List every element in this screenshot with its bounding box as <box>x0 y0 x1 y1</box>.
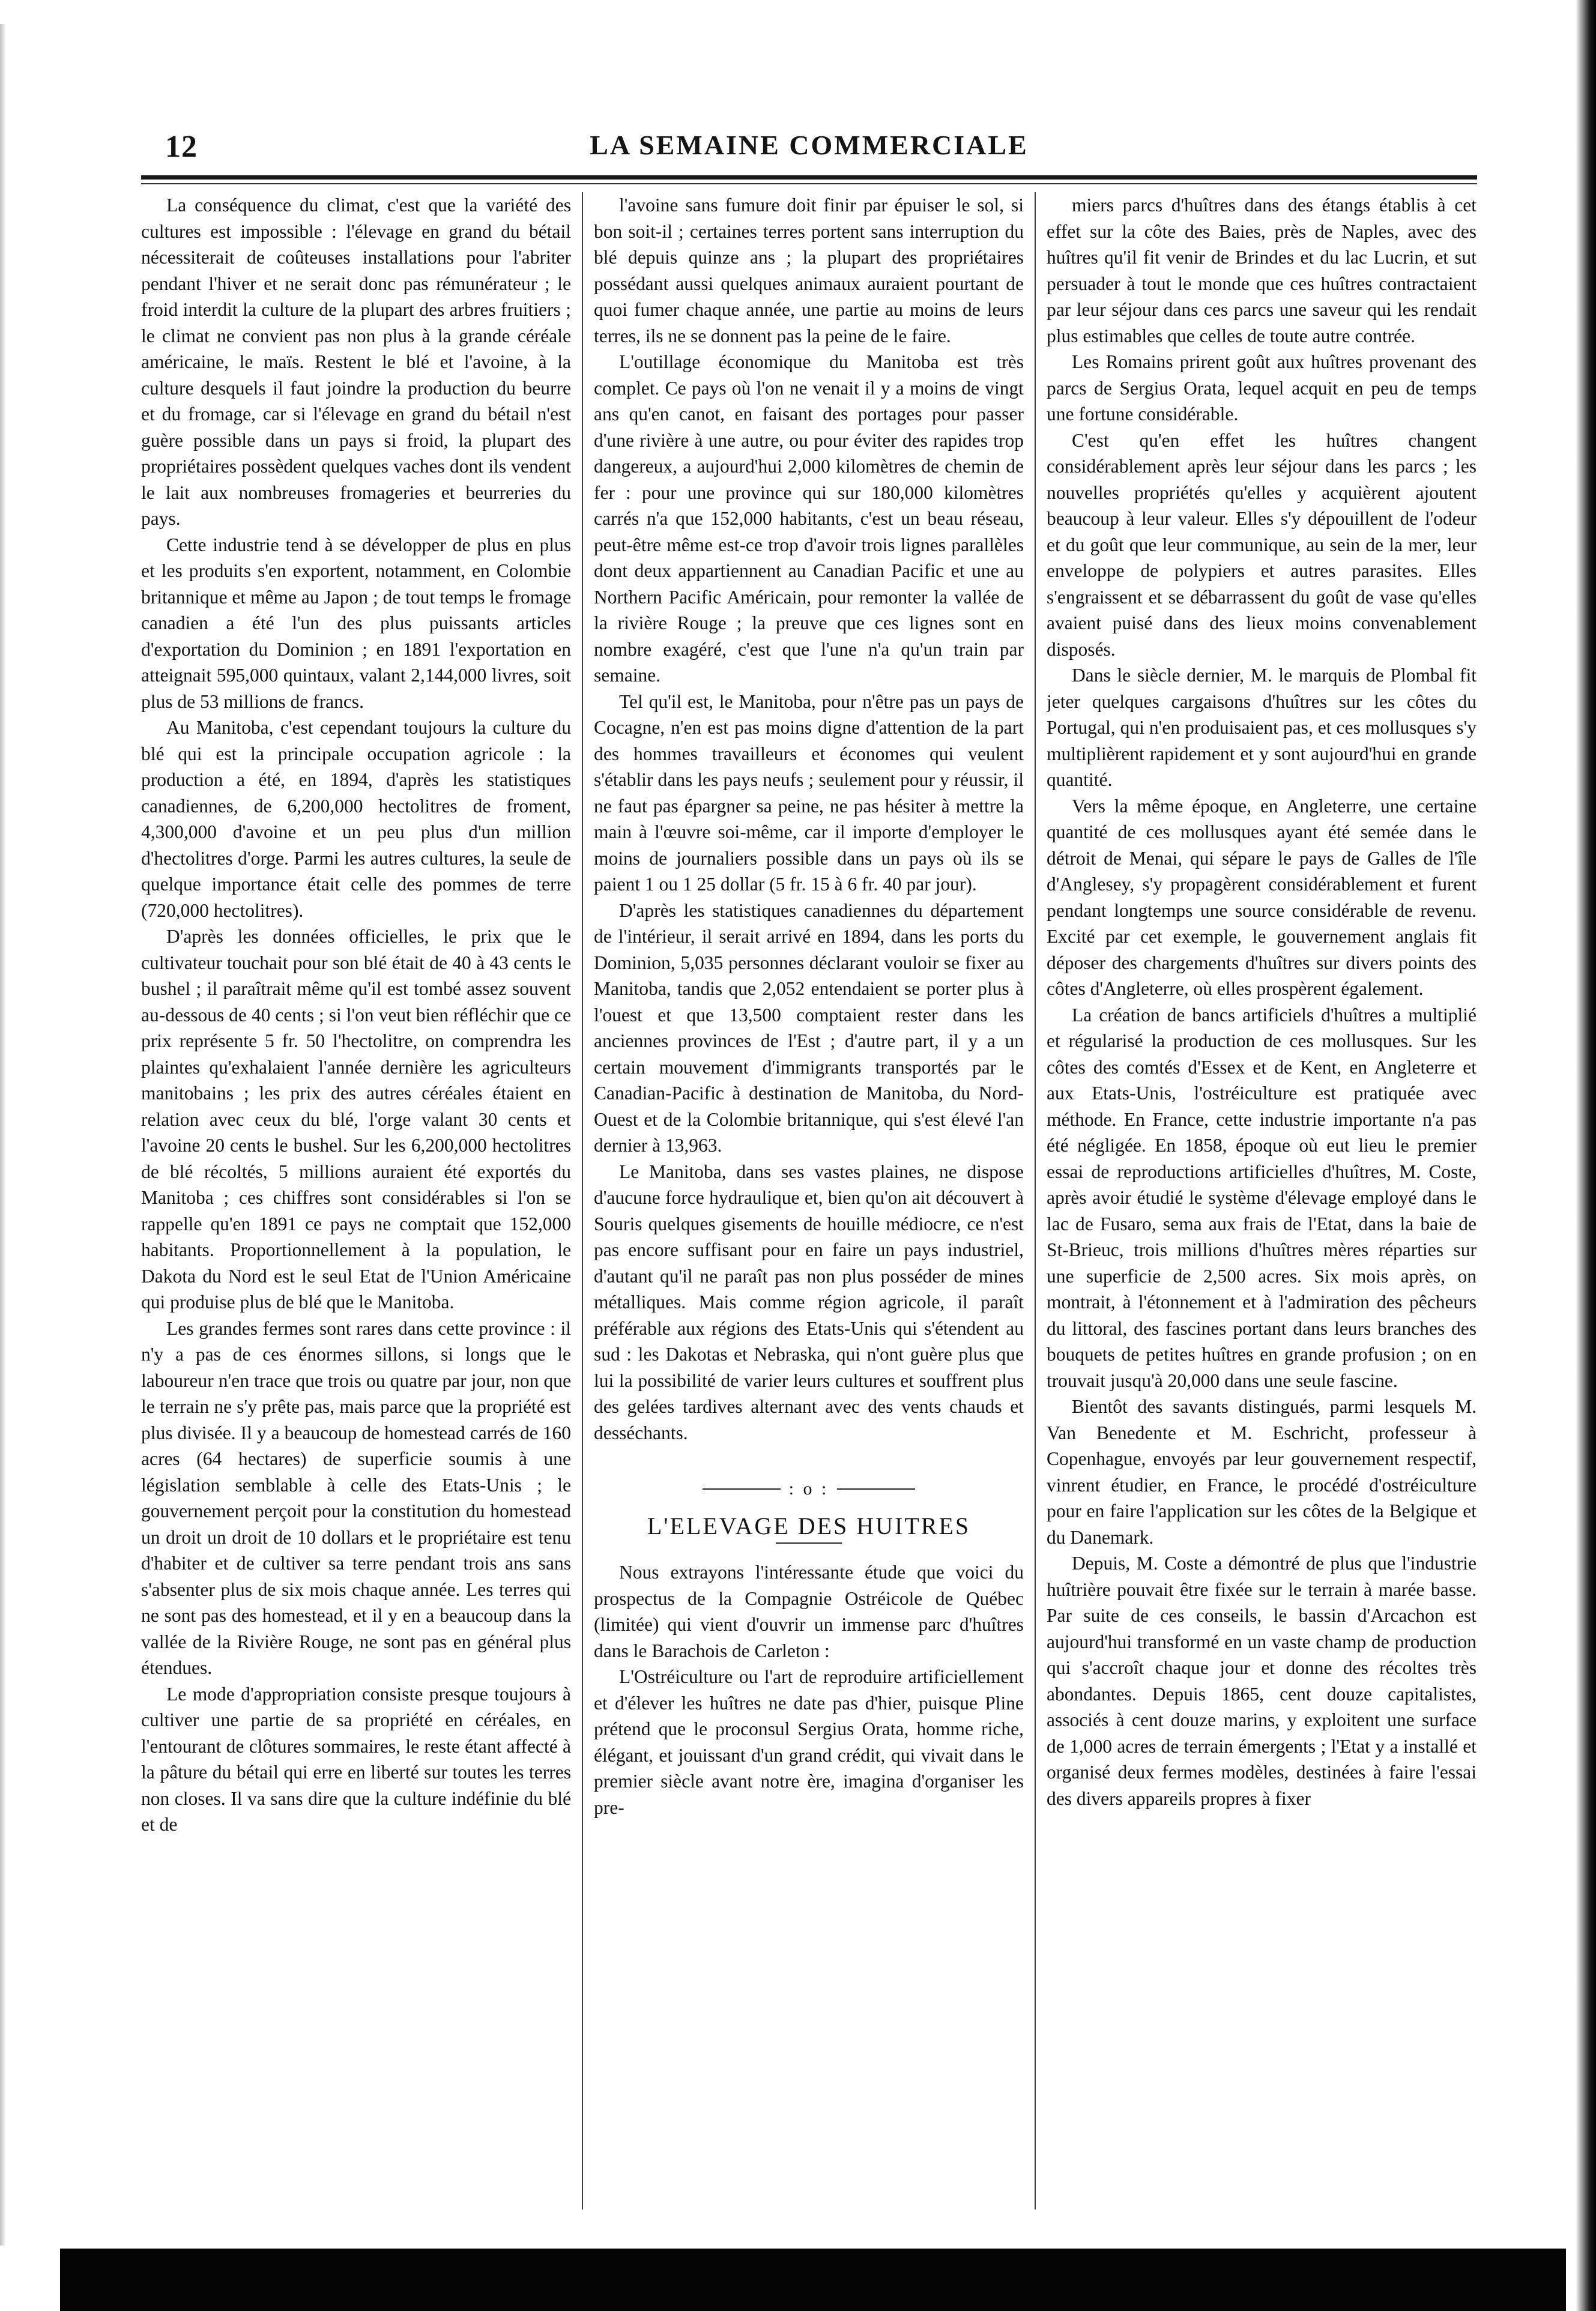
paragraph: L'outillage économique du Manitoba est très complet. Ce pays où l'on ne venait il y a moins de vingt ans qu'en canot, en faisant des portages pour passer d'une rivière à une autre, ou pour éviter des rapides trop dangereux, a aujourd'hui 2,000 kilomètres de chemin de fer : pour une province qui sur 180,000 kilomètres carrés n'a que 152,000 habitants, c'est un beau réseau, peut-être même est-ce trop d'avoir trois lignes parallèles dont deux appartiennent au Canadian Pacific et une au Northern Pacific Américain, pour remonter la vallée de la rivière Rouge ; la preuve que ces lignes sont en nombre exagéré, c'est que l'une n'a qu'un train par semaine. <box>594 351 1024 686</box>
paragraph: Les grandes fermes sont rares dans cette province : il n'y a pas de ces énormes sillons, si longs que le laboureur n'en trace que trois ou quatre par jour, non que le terrain ne s'y prête pas, mais parce que la propriété est plus divisée. Il y a beaucoup de homestead carrés de 160 acres (64 hectares) de superficie soumis à une législation semblable à celle des Etats-Unis ; le gouvernement perçoit pour la constitution du homestead un droit un droit de 10 dollars et le propriétaire est tenu d'habiter et de cultiver sa terre pendant trois ans sans s'absenter plus de six mois chaque année. Les terres qui ne sont pas des homestead, et il y en a beaucoup dans la vallée de la Rivière Rouge, ne sont pas en général plus étendues. <box>141 1317 571 1678</box>
column-divider <box>582 192 583 2210</box>
page-header <box>141 129 1477 171</box>
paragraph: Cette industrie tend à se développer de plus en plus et les produits s'en exportent, notamment, en Colombie britannique et même au Japon ; de tout temps le fromage canadien a été l'un des plus puissants articles d'exportation du Dominion ; en 1891 l'exportation en atteignait 595,000 quintaux, valant 2,144,000 livres, soit plus de 53 millions de francs. <box>141 534 571 712</box>
section-ornament <box>594 1476 1024 1502</box>
paragraph: Dans le siècle dernier, M. le marquis de Plombal fit jeter quelques cargaisons d'huîtres sur les côtes du Portugal, qui n'en produisaient pas, et ces mollusques s'y multiplièrent rapidement et y sont aujourd'hui en grande quantité. <box>1047 665 1477 790</box>
column-3 <box>1047 192 1477 2234</box>
paragraph: Bientôt des savants distingués, parmi lesquels M. Van Benedente et M. Eschricht, professeur à Copenhague, envoyés par leur gouvernement respectif, vinrent étudier, en France, le procédé d'ostréiculture pour en faire l'application sur les côtes de la Belgique et du Danemark. <box>1047 1396 1477 1548</box>
paragraph: miers parcs d'huîtres dans des étangs établis à cet effet sur la côte des Baies, près de Naples, avec des huîtres qu'il fit venir de Brindes et du lac Lucrin, et sut persuader à tout le monde que ces huîtres contractaient par leur séjour dans ces parcs une saveur qui les rendait plus estimables que celles de toute autre contrée. <box>1047 195 1477 346</box>
column-2 <box>594 192 1024 2234</box>
ornament-line-right <box>837 1488 915 1490</box>
column-divider <box>1035 192 1036 2210</box>
article-columns <box>141 192 1477 2234</box>
header-rule <box>141 175 1477 180</box>
paragraph: D'après les données officielles, le prix que le cultivateur touchait pour son blé était de 40 à 43 cents le bushel ; il paraîtrait même qu'il est tombé assez souvent au-dessous de 40 cents ; si l'on veut bien réfléchir que ce prix représente 5 fr. 50 l'hectolitre, on comprendra les plaintes qu'exhalaient l'année dernière les agriculteurs manitobains ; les prix des autres céréales étaient en relation avec ceux du blé, l'orge valant 30 cents et l'avoine 20 cents le bushel. Sur les 6,200,000 hectolitres de blé récoltés, 5 millions auraient été exportés du Manitoba ; ces chiffres sont considérables si l'on se rappelle qu'en 1891 ce pays ne comptait que 152,000 habitants. Proportionnellement à la population, le Dakota du Nord est le seul Etat de l'Union Américaine qui produise plus de blé que le Manitoba. <box>141 926 571 1313</box>
paragraph: L'Ostréiculture ou l'art de reproduire artificiellement et d'élever les huîtres ne date pas d'hier, puisque Pline prétend que le proconsul Sergius Orata, homme riche, élégant, et jouissant d'un grand crédit, qui vivait dans le premier siècle avant notre ère, imagina d'organiser les pre- <box>594 1666 1024 1818</box>
paragraph: Au Manitoba, c'est cependant toujours la culture du blé qui est la principale occupation agricole : la production a été, en 1894, d'après les statistiques canadiennes, de 6,200,000 hectolitres de froment, 4,300,000 d'avoine et un peu plus d'un million d'hectolitres d'orge. Parmi les autres cultures, la seule de quelque importance était celle des pommes de terre (720,000 hectolitres). <box>141 717 571 921</box>
paragraph: Les Romains prirent goût aux huîtres provenant des parcs de Sergius Orata, lequel acquit en peu de temps une fortune considérable. <box>1047 351 1477 424</box>
scan-edge-left <box>0 24 6 2246</box>
paragraph: La création de bancs artificiels d'huîtres a multiplié et régularisé la production de ces mollusques. Sur les côtes des comtés d'Essex et de Kent, en Angleterre et aux Etats-Unis, l'ostréiculture est pratiquée avec méthode. En France, cette industrie importante n'a pas été négligée. En 1858, époque où eut lieu le premier essai de reproductions artificielles d'huîtres, M. Coste, après avoir étudié le système d'élevage employé dans le lac de Fusaro, sema aux frais de l'Etat, dans la baie de St-Brieuc, trois millions d'huîtres mères réparties sur une superficie de 2,500 acres. Six mois après, on montrait, à l'étonnement et à l'admiration des pêcheurs du littoral, des fascines portant dans leurs branches des bouquets de petites huîtres en grande profusion ; on en trouvait jusqu'à 20,000 dans une seule fascine. <box>1047 1004 1477 1391</box>
paragraph: Vers la même époque, en Angleterre, une certaine quantité de ces mollusques ayant été semée dans le détroit de Menai, qui sépare le pays de Galles de l'île d'Anglesey, s'y propagèrent considérablement et furent pendant longtemps une source considérable de revenu. Excité par cet exemple, le gouvernement anglais fit déposer des chargements d'huîtres sur divers points des côtes d'Angleterre, où elles prospèrent également. <box>1047 795 1477 999</box>
paragraph: l'avoine sans fumure doit finir par épuiser le sol, si bon soit-il ; certaines terres portent sans interruption du blé depuis quinze ans ; la plupart des propriétaires possédant aussi quelques animaux auraient pourtant de quoi fumer chaque année, une partie au moins de leurs terres, ils ne se donnent pas la peine de le faire. <box>594 195 1024 346</box>
journal-title: LA SEMAINE COMMERCIALE <box>590 130 1029 160</box>
paragraph: Tel qu'il est, le Manitoba, pour n'être pas un pays de Cocagne, n'en est pas moins digne d'attention de la part des hommes travailleurs et économes qui veulent s'établir dans les pays neufs ; seulement pour y réussir, il ne faut pas épargner sa peine, ne pas hésiter à mettre la main à l'œuvre soi-même, car il importe d'employer le moins de journaliers possible dans un pays où ils se paient 1 ou 1 25 dollar (5 fr. 15 à 6 fr. 40 par jour). <box>594 690 1024 895</box>
paragraph: C'est qu'en effet les huîtres changent considérablement après leur séjour dans les parcs ; les nouvelles propriétés qu'elles y acquièrent ajoutent beaucoup à leur valeur. Elles s'y dépouillent de l'odeur et du goût que leur communique, au sein de la mer, leur enveloppe de polypiers et autres parasites. Elles s'engraissent et se débarrassent du goût de vase qu'elles avaient puisé dans des lieux moins convenablement disposés. <box>1047 429 1477 660</box>
header-rule-thin <box>141 183 1477 184</box>
ornament-line-left <box>703 1488 781 1490</box>
column-1 <box>141 192 571 2234</box>
paragraph: Nous extrayons l'intéressante étude que voici du prospectus de la Compagnie Ostréicole de Québec (limitée) qui vient d'ouvrir un immense parc d'huîtres dans le Barachois de Carleton : <box>594 1562 1024 1661</box>
paragraph: D'après les statistiques canadiennes du département de l'intérieur, il serait arrivé en 1894, dans les ports du Dominion, 5,035 personnes déclarant vouloir se fixer au Manitoba, tandis que 2,052 entendaient se porter plus à l'ouest et que 13,500 comptaient rester dans les anciennes provinces de l'Est ; d'autre part, il y a un certain mouvement d'immigrants transportés par le Canadian-Pacific à destination de Manitoba, du Nord-Ouest et de la Colombie britannique, qui s'est élevé l'an dernier à 13,963. <box>594 899 1024 1156</box>
paragraph: Le Manitoba, dans ses vastes plaines, ne dispose d'aucune force hydraulique et, bien qu'on ait découvert à Souris quelques gisements de houille médiocre, ce n'est pas encore suffisant pour en faire un pays industriel, d'autant qu'il ne paraît pas non plus posséder de mines métalliques. Mais comme région agricole, il paraît préférable aux régions des Etats-Unis qui s'étendent au sud : les Dakotas et Nebraska, qui n'ont guère plus que lui la possibilité de varier leurs cultures et souffrent plus des gelées tardives alternant avec des vents chauds et desséchants. <box>594 1161 1024 1443</box>
paragraph: La conséquence du climat, c'est que la variété des cultures est impossible : l'élevage en grand du bétail nécessiterait de coûteuses installations pour l'abriter pendant l'hiver et ne serait donc pas rémunérateur ; le froid interdit la culture de la plupart des arbres fruitiers ; le climat ne convient pas non plus à la grande céréale américaine, le maïs. Restent le blé et l'avoine, à la culture desquels il faut joindre la production du beurre et du fromage, car si l'élevage en grand du bétail n'est guère possible dans un pays si froid, la plupart des propriétaires possèdent quelques vaches dont ils vendent le lait aux nombreuses fromageries et beurreries du pays. <box>141 195 571 529</box>
section-title-underline <box>776 1542 842 1544</box>
scan-edge-right <box>1576 0 1596 2311</box>
scan-bottom-bar <box>60 2249 1566 2311</box>
paragraph: Depuis, M. Coste a démontré de plus que l'industrie huîtrière pouvait être fixée sur le terrain à marée basse. Par suite de ces conseils, le bassin d'Arcachon est aujourd'hui transformé en un vaste champ de production qui s'accroît chaque jour et donne des récoltes très abondantes. Depuis 1865, cent douze capitalistes, associés à cent douze marins, y exploitent une surface de 1,000 acres de terrain émergents ; l'Etat y a installé et organisé deux fermes modèles, destinées à faire l'essai des divers appareils propres à fixer <box>1047 1553 1477 1809</box>
ornament-mark: : o : <box>788 1479 829 1499</box>
paragraph: Le mode d'appropriation consiste presque toujours à cultiver une partie de sa propriété en céréales, en l'entourant de clôtures sommaires, le reste étant affecté à la pâture du bétail qui erre en liberté sur toutes les terres non closes. Il va sans dire que la culture indéfinie du blé et de <box>141 1683 571 1835</box>
page-number: 12 <box>165 130 198 164</box>
section-title: L'ELEVAGE DES HUITRES <box>647 1512 971 1539</box>
